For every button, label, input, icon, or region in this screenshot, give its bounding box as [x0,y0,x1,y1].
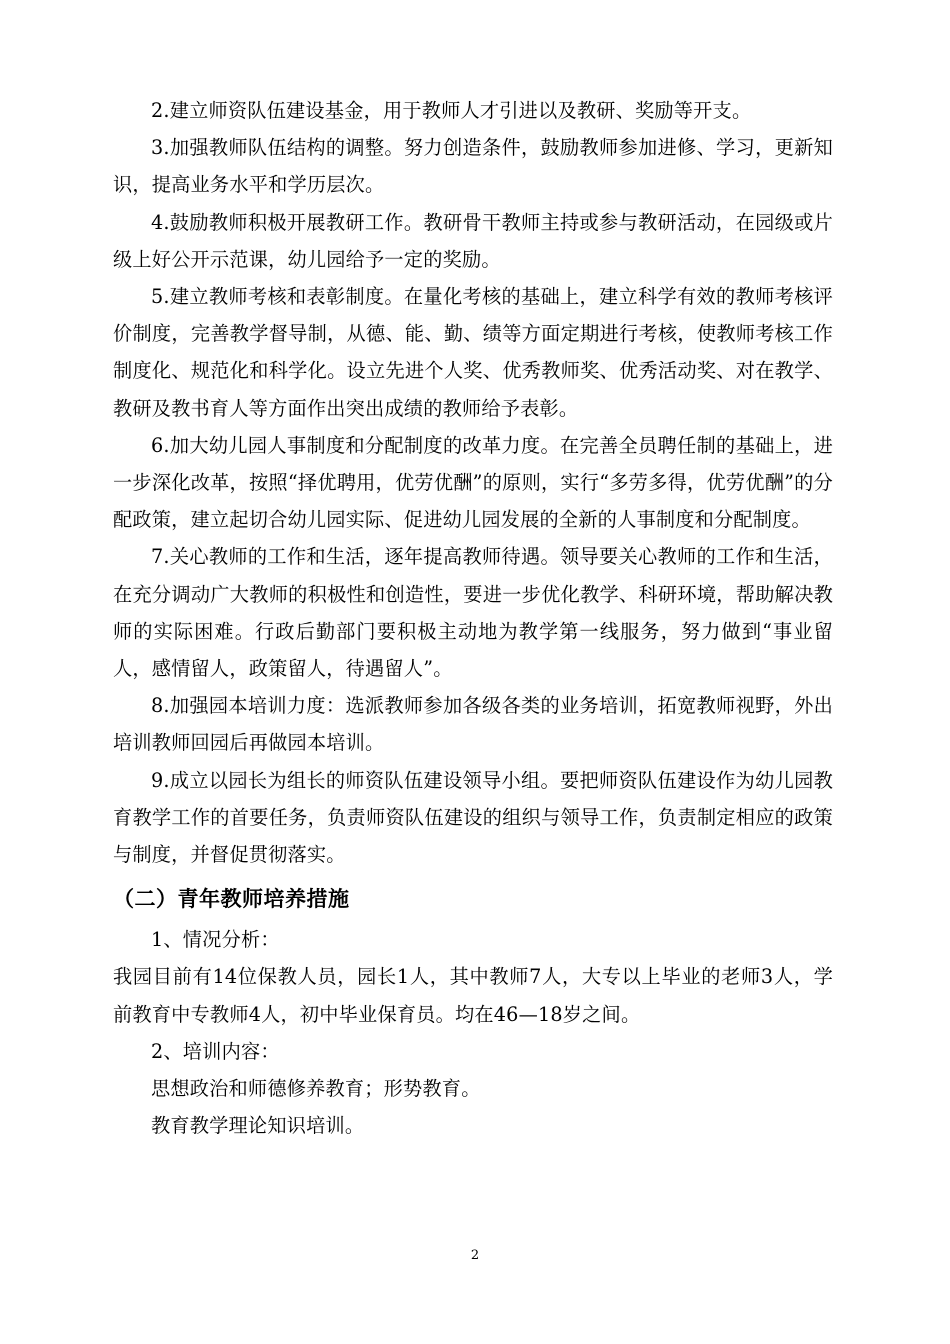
paragraph-item-8: 8.加强园本培训力度：选派教师参加各级各类的业务培训，拓宽教师视野，外出培训教师回园后再做园本培训。 [113,694,833,755]
analysis-label: 1、情况分析： [151,928,280,952]
document-page [113,92,833,1144]
paragraph-item-2: 2.建立师资队伍建设基金，用于教师人才引进以及教研、奖励等开支。 [151,99,752,122]
section-heading: （二）青年教师培养措施 [113,887,350,912]
paragraph-item-4: 4.鼓励教师积极开展教研工作。教研骨干教师主持或参与教研活动，在园级或片级上好公开示范课，幼儿园给予一定的奖励。 [113,210,833,271]
training-label: 2、培训内容： [151,1039,280,1063]
page-number: 2 [470,1248,480,1263]
paragraph-item-7: 7.关心教师的工作和生活，逐年提高教师待遇。领导要关心教师的工作和生活，在充分调动广大教师的积极性和创造性，要进一步优化教学、科研环境，帮助解决教师的实际困难。行政后勤部门要积极主动地为教学第一线服务，努力做到“事业留人，感情留人，政策留人，待遇留人”。 [113,545,833,681]
training-item: 教育教学理论知识培训。 [151,1114,365,1138]
paragraph-item-5: 5.建立教师考核和表彰制度。在量化考核的基础上，建立科学有效的教师考核评价制度，完善教学督导制，从德、能、勤、绩等方面定期进行考核，使教师考核工作制度化、规范化和科学化。设立先进个人奖、优秀教师奖、优秀活动奖、对在教学、教研及教书育人等方面作出突出成绩的教师给予表彰。 [113,285,833,420]
analysis-text: 我园目前有14位保教人员，园长1人，其中教师7人，大专以上毕业的老师3人，学前教育中专教师4人，初中毕业保育员。均在46—18岁之间。 [113,965,833,1026]
paragraph-item-3: 3.加强教师队伍结构的调整。努力创造条件，鼓励教师参加进修、学习，更新知识，提高业务水平和学历层次。 [113,136,833,197]
paragraph-item-6: 6.加大幼儿园人事制度和分配制度的改革力度。在完善全员聘任制的基础上，进一步深化改革，按照“择优聘用，优劳优酬”的原则，实行“多劳多得，优劳优酬”的分配政策，建立起切合幼儿园实际、促进幼儿园发展的全新的人事制度和分配制度。 [113,433,833,532]
paragraph-item-9: 9.成立以园长为组长的师资队伍建设领导小组。要把师资队伍建设作为幼儿园教育教学工作的首要任务，负责师资队伍建设的组织与领导工作，负责制定相应的政策与制度，并督促贯彻落实。 [113,768,833,867]
training-item: 思想政治和师德修养教育；形势教育。 [151,1077,481,1101]
